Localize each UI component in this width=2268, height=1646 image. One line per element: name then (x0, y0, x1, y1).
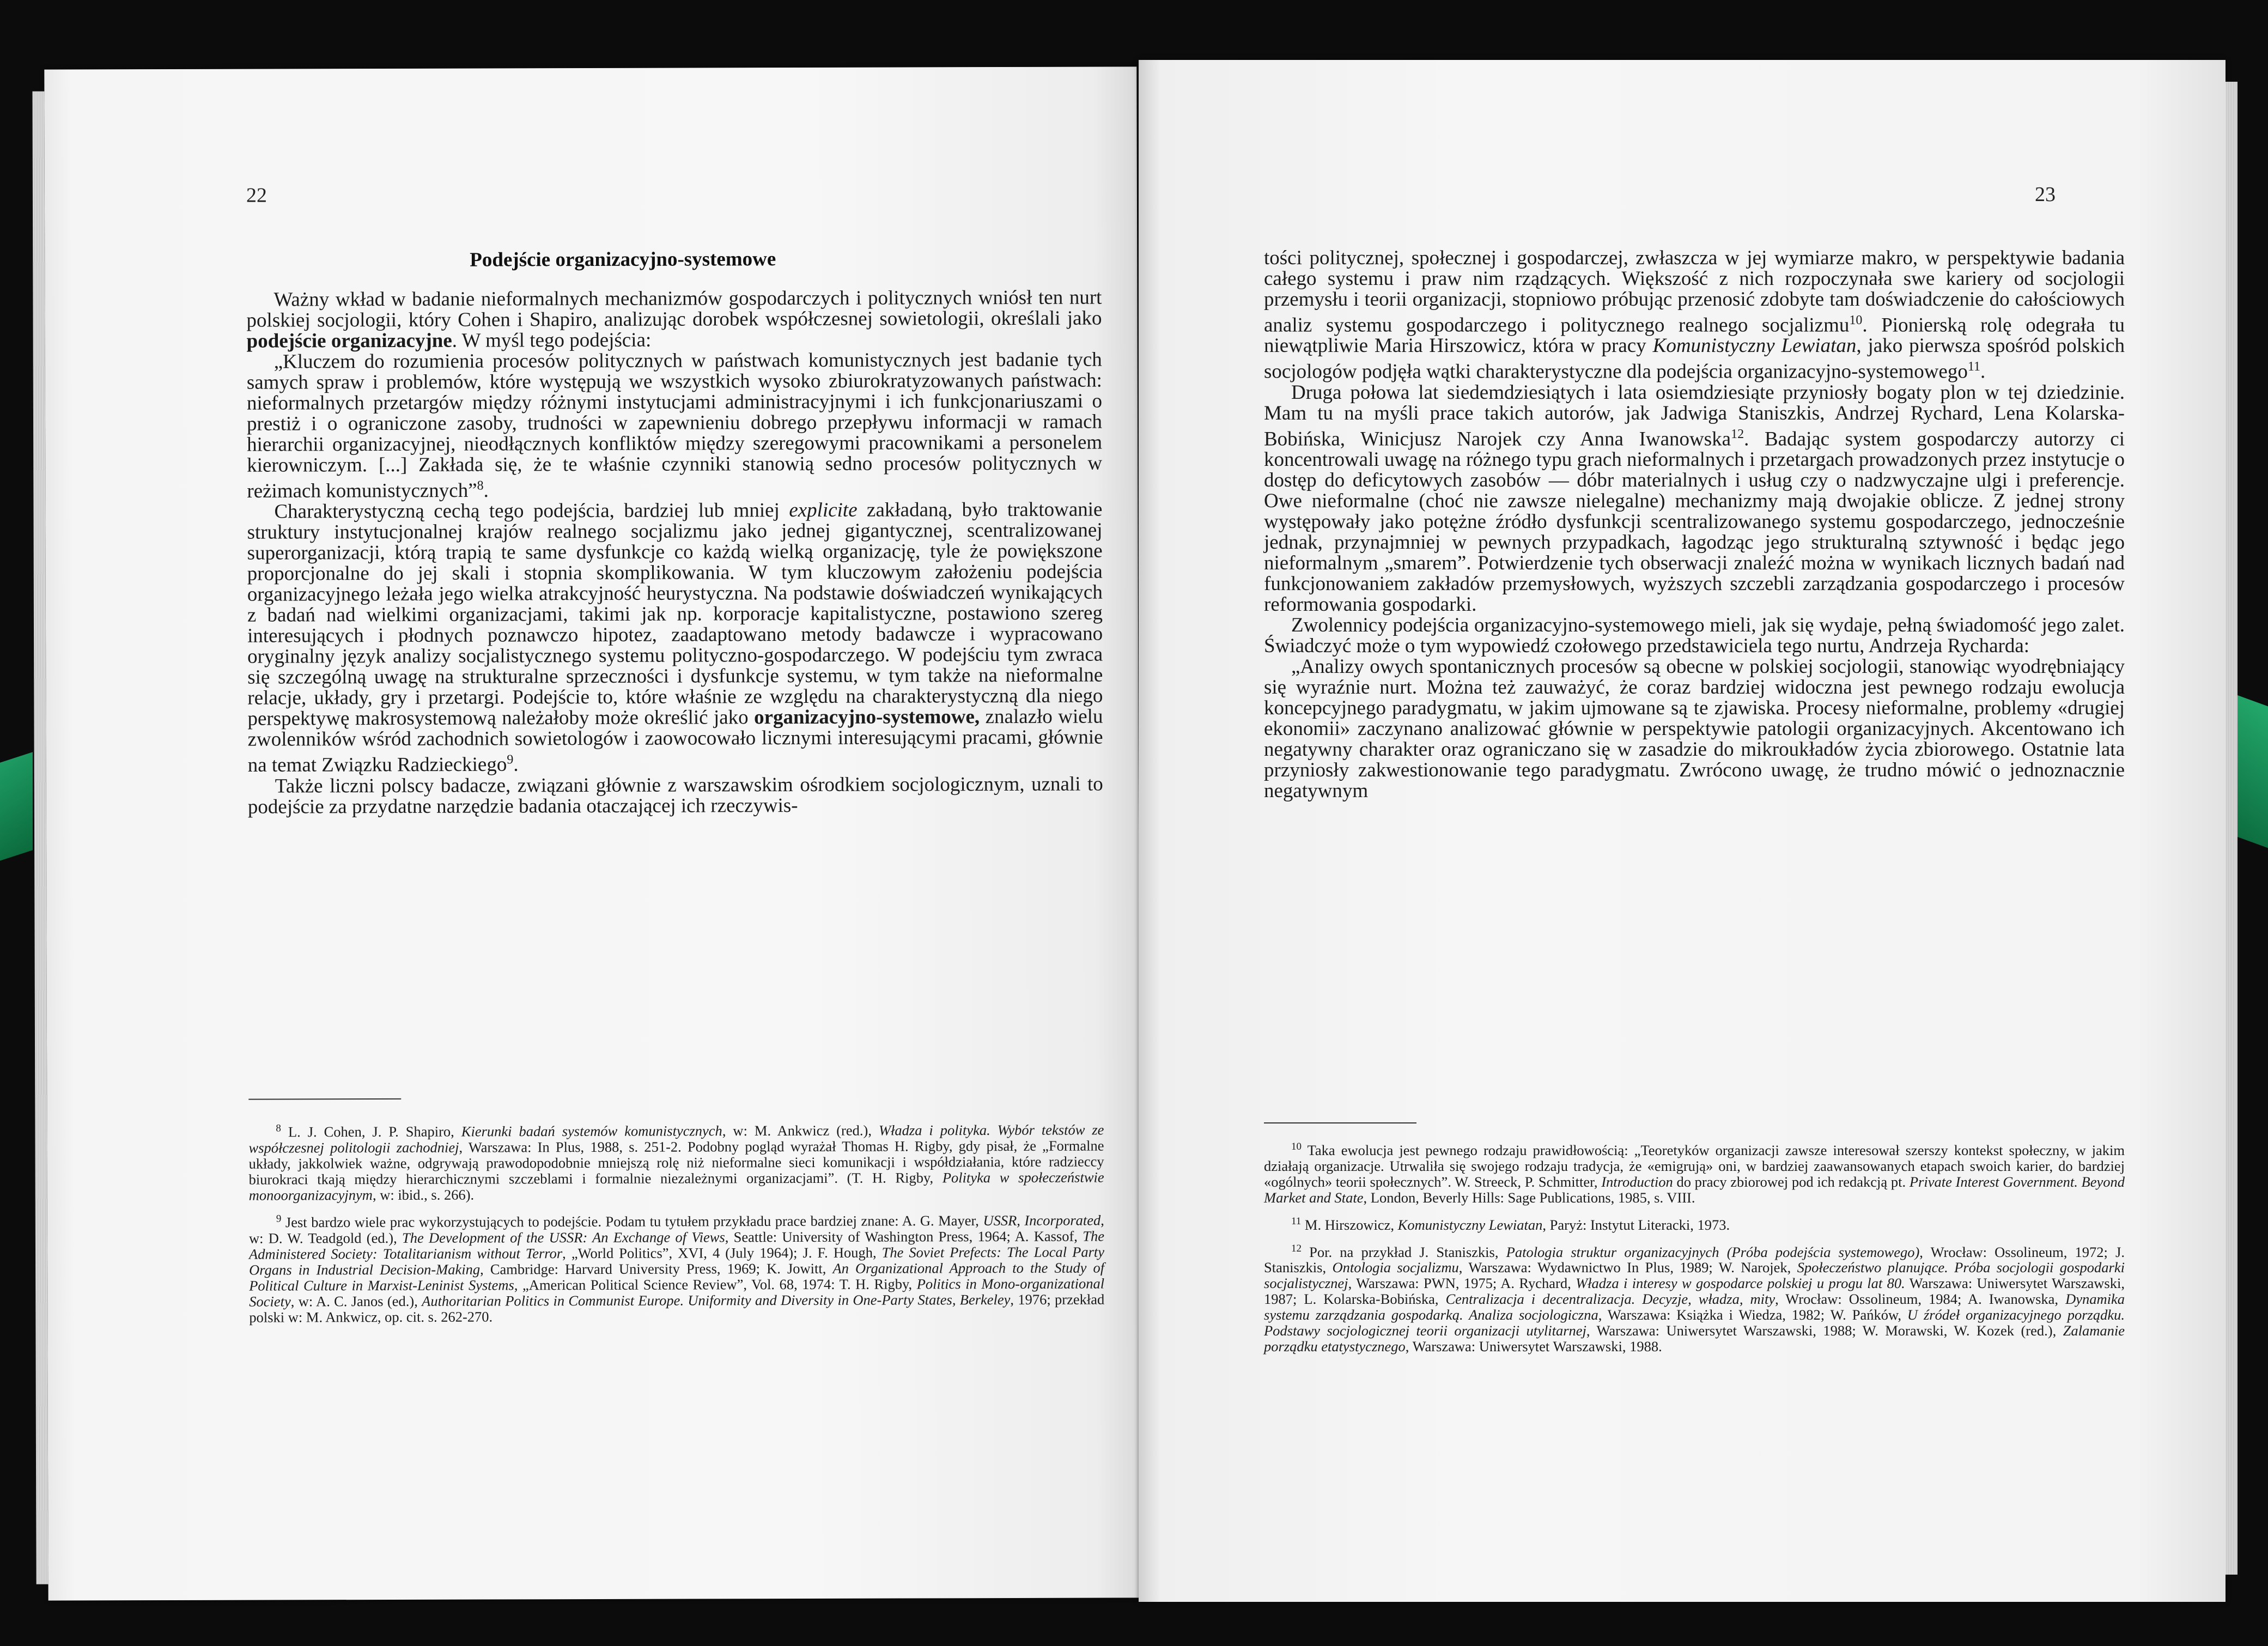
left-body-text (246, 288, 1103, 818)
right-paragraph-1: tości politycznej, społecznej i gospodarczej, zwłaszcza w jej wymiarze makro, w perspektywie badania całego systemu i praw nim rządzących. Większość z nich rozpoczynała swe kariery od socjologii przemysłu i teorii organizacji, stopniowo próbując przenosić zdobyte tam doświadczenie do całościowych analiz systemu gospodarczego i politycznego realnego socjalizmu$^{10}$. Pionierską rolę odegrała tu niewątpliwie Maria Hirszowicz, która w pracy Komunistyczny Lewiatan, jako pierwsza spośród polskich socjologów podjęła wątki charakterystyczne dla podejścia organizacyjno-systemowego$^{11}$. (1264, 247, 2125, 383)
footnote-separator-left (248, 1098, 401, 1100)
footnote-10: $^{10}$ Taka ewolucja jest pewnego rodzaju prawidłowością: „Teoretyków organizacji zawsze interesował szerszy kontekst społeczny, w jakim działają organizacje. Utrwaliła się swojego rodzaju tradycja, że «emigrują» oni, w bardziej zaawansowanych etapach swoich karier, do bardziej «ogólnych» teorii społecznych”. W. Streeck, P. Schmitter, Introduction do pracy zbiorowej pod ich redakcją pt. Private Interest Government. Beyond Market and State, London, Beverly Hills: Sage Publications, 1985, s. VIII. (1264, 1141, 2125, 1206)
page-edges-right (2226, 82, 2237, 1575)
page-edges-left (32, 92, 48, 1584)
footnote-ref-8[interactable]: 8 (477, 478, 484, 493)
footnote-ref-11[interactable]: 11 (1967, 360, 1980, 374)
left-page (44, 66, 1140, 1600)
left-paragraph-3: Charakterystyczną cechą tego podejścia, bardziej lub mniej explicite zakładaną, było traktowanie struktury instytucjonalnej krajów realnego socjalizmu jako jednej gigantycznej, scentralizowanej superorganizacji, którą trapią te same dysfunkcje co każdą wielką organizację, tyle że powiększone proporcjonalne do jej skali i stopnia skomplikowania. W tym kluczowym założeniu podejścia organizacyjnego leżała jego wielka atrakcyjność heurystyczna. Na podstawie doświadczeń wynikających z badań nad wielkimi organizacjami, takimi jak np. korporacje kapitalistyczne, postawiono szereg interesujących i płodnych poznawczo hipotez, zaadaptowano metody badawcze i wypracowano oryginalny język analizy socjalistycznego systemu polityczno-gospodarczego. W podejściu tym zwraca się szczególną uwagę na strukturalne sprzeczności i dysfunkcje systemu, w tym także na nieformalne relacje, układy, gry i przetargi. Podejście to, które właśnie ze względu na charakterystyczną dla niego perspektywę makrosystemową należałoby może określić jako organizacyjno-systemowe, znalazło wielu zwolenników wśród zachodnich sowietologów i zaowocowało licznymi interesującymi pracami, głównie na temat Związku Radzieckiego$^9$. (247, 498, 1103, 777)
right-paragraph-2: Druga połowa lat siedemdziesiątych i lata osiemdziesiąte przyniosły bogaty plon w tej dziedzinie. Mam tu na myśli prace takich autorów, jak Jadwiga Staniszkis, Andrzej Rychard, Lena Kolarska-Bobińska, Winicjusz Narojek czy Anna Iwanowska$^{12}$. Badając system gospodarczy autorzy ci koncentrowali uwagę na różnego typu grach nieformalnych i przetargach prowadzonych przez instytucje o dostęp do deficytowych zasobów — dóbr materialnych i usług czy o nadzwyczajne ulgi i preferencje. Owe nieformalne (choć nie zawsze nielegalne) mechanizmy mają dwojakie oblicze. Z jednej strony występowały jako potężne źródło dysfunkcji scentralizowanego systemu gospodarczego, jednocześnie jednak, przynajmniej w pewnych przypadkach, łagodząc jego strukturalną sztywność i będąc jego nieformalnym „smarem”. Potwierdzenie tych obserwacji znaleźć można w wynikach licznych badań nad funkcjonowaniem zakładów przemysłowych, wyższych szczebli zarządzania gospodarczego i procesów reformowania gospodarki. (1264, 381, 2125, 616)
right-page (1139, 60, 2226, 1602)
section-title: Podejście organizacyjno-systemowe (470, 248, 776, 271)
right-body-text (1264, 248, 2125, 801)
footnote-ref-9[interactable]: 9 (507, 752, 514, 767)
footnote-ref-12[interactable]: 12 (1731, 427, 1744, 441)
right-footnotes (1264, 1139, 2125, 1362)
left-paragraph-1: Ważny wkład w badanie nieformalnych mechanizmów gospodarczych i politycznych wniósł ten nurt polskiej socjologii, który Cohen i Shapiro, analizując dorobek współczesnej sowietologii, określali jako podejście organizacyjne. W myśl tego podejścia: (246, 286, 1102, 353)
footnote-12: $^{12}$ Por. na przykład J. Staniszkis, Patologia struktur organizacyjnych (Próba podejścia systemowego), Wrocław: Ossolineum, 1972; J. Staniszkis, Ontologia socjalizmu, Warszawa: Wydawnictwo In Plus, 1989; W. Narojek, Społeczeństwo planujące. Próba socjologii gospodarki socjalistycznej, Warszawa: PWN, 1975; A. Rychard, Władza i interesy w gospodarce polskiej u progu lat 80. Warszawa: Uniwersytet Warszawski, 1987; L. Kolarska-Bobińska, Centralizacja i decentralizacja. Decyzje, władza, mity, Wrocław: Ossolineum, 1984; A. Iwanowska, Dynamika systemu zarządzania gospodarką. Analiza socjologiczna, Warszawa: Książka i Wiedza, 1982; W. Pańków, U źródeł organizacyjnego porządku. Podstawy socjologicznej teorii organizacji utylitarnej, Warszawa: Uniwersytet Warszawski, 1988; W. Morawski, W. Kozek (red.), Zalamanie porządku etatystycznego, Warszawa: Uniwersytet Warszawski, 1988. (1264, 1242, 2125, 1355)
footnote-8: $^8$ L. J. Cohen, J. P. Shapiro, Kierunki badań systemów komunistycznych, w: M. Ankwicz (red.), Władza i polityka. Wybór tekstów ze współczesnej politologii zachodniej, Warszawa: In Plus, 1988, s. 251-2. Podobny pogląd wyrażał Thomas H. Rigby, gdy pisał, że „Formalne układy, jakkolwiek ważne, odgrywają prawodopodobnie mniejszą rolę niż nieformalne sieci komunikacji i współdziałania, które radzieccy biurokraci tkają między hierarchicznymi szczeblami i formalnie niezależnymi organizacjami”. (T. H. Rigby, Polityka w społeczeństwie monoorganizacyjnym, w: ibid., s. 266). (248, 1121, 1104, 1204)
left-paragraph-4: Także liczni polscy badacze, związani głównie z warszawskim ośrodkiem socjologicznym, uznali to podejście za przydatne narzędzie badania otaczającej ich rzeczywis- (247, 773, 1103, 818)
right-paragraph-quote: „Analizy owych spontanicznych procesów są obecne w polskiej socjologii, stanowiąc wyodrębniający się wyraźnie nurt. Można też zauważyć, że coraz bardziej widoczna jest pewnego rodzaju ewolucja koncepcyjnego paradygmatu, w jakim ujmowane są te zjawiska. Procesy nieformalne, problemy «drugiej ekonomii» zaczynano analizować głównie w perspektywie patologii organizacyjnych. Akcentowano ich negatywny charakter oraz ograniczano się w zasadzie do mikroukładów życia zbiorowego. Ostatnie lata przyniosły zakwestionowanie tego paradygmatu. Zwrócono uwagę, że trudno mówić o jednoznacznie negatywnym (1264, 655, 2125, 802)
footnote-9: $^9$ Jest bardzo wiele prac wykorzystujących to podejście. Podam tu tytułem przykładu prace bardziej znane: A. G. Mayer, USSR, Incorporated, w: D. W. Teadgold (ed.), The Development of the USSR: An Exchange of Views, Seattle: University of Washington Press, 1964; A. Kassof, The Administered Society: Totalitarianism without Terror, „World Politics”, XVI, 4 (July 1964); J. F. Hough, The Soviet Prefects: The Local Party Organs in Industrial Decision-Making, Cambridge: Harvard University Press, 1969; K. Jowitt, An Organizational Approach to the Study of Political Culture in Marxist-Leninist Systems, „American Political Science Review”, Vol. 68, 1974: T. H. Rigby, Politics in Mono-organizational Society, w: A. C. Janos (ed.), Authoritarian Politics in Communist Europe. Uniformity and Diversity in One-Party States, Berkeley, 1976; przekład polski w: M. Ankwicz, op. cit. s. 262-270. (248, 1212, 1105, 1326)
right-paragraph-3: Zwolennicy podejścia organizacyjno-systemowego mieli, jak się wydaje, pełną świadomość jego zalet. Świadczyć może o tym wypowiedź czołowego przedstawiciela tego nurtu, Andrzeja Rycharda: (1264, 614, 2125, 657)
page-number-right: 23 (2035, 183, 2056, 206)
footnote-11: $^{11}$ M. Hirszowicz, Komunistyczny Lewiatan, Paryż: Instytut Literacki, 1973. (1291, 1215, 1730, 1233)
page-number-left: 22 (246, 184, 267, 207)
left-footnotes (248, 1119, 1104, 1333)
background-green-edge-left (0, 752, 33, 860)
footnote-separator-right (1264, 1122, 1416, 1123)
left-paragraph-quote: „Kluczem do rozumienia procesów politycznych w państwach komunistycznych jest badanie tych samych spraw i problemów, które występują we wszystkich wysoko zbiurokratyzowanych państwach: nieformalnych przetargów między różnymi instytucjami administracyjnymi i ich funkcjonariuszami o prestiż i o ograniczone zasoby, trudności w zapewnieniu dobrego przepływu informacji w ramach hierarchii organizacyjnej, nieodłącznych konfliktów między szeregowymi pracownikami a personelem kierowniczym. [...] Zakłada się, że te właśnie czynniki stanowią sedno procesów politycznych w reżimach komunistycznych”$^8$. (246, 348, 1103, 502)
footnote-ref-10[interactable]: 10 (1849, 313, 1863, 327)
